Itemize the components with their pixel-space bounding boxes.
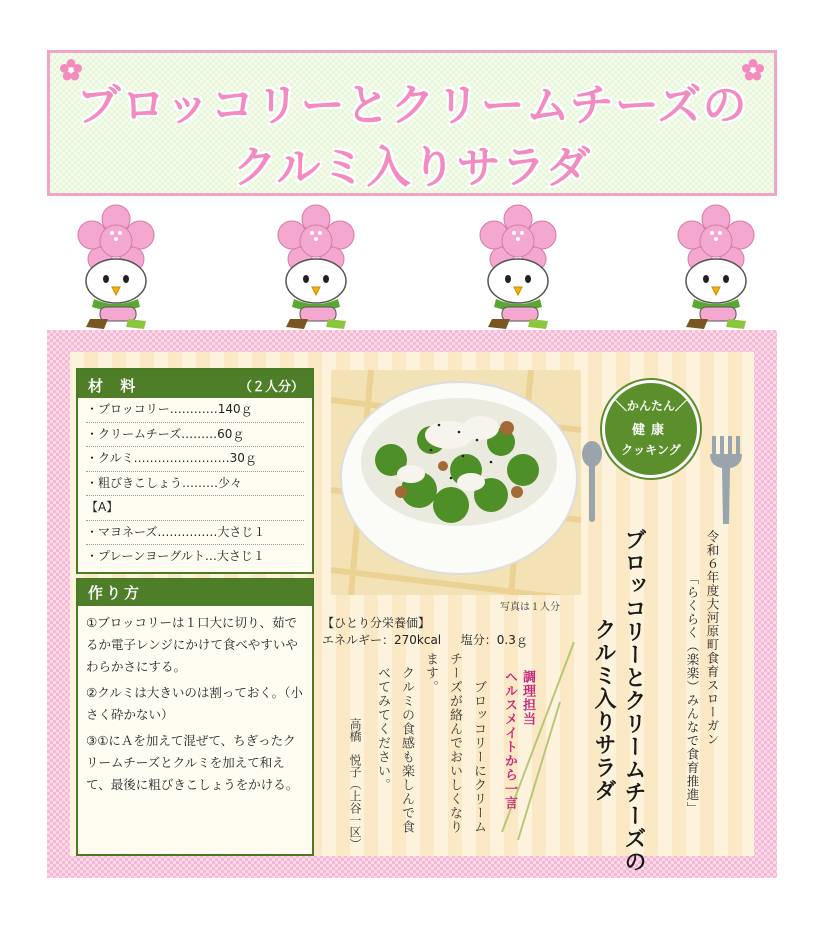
badge-line3: クッキング [621, 443, 681, 457]
ingredient-item: ・粗びきこしょう………少々 [86, 472, 304, 497]
slogan-line2: 「らくらく（楽楽）みんなで食育推進」 [685, 572, 700, 815]
ingredients-title: 材 料 [88, 377, 142, 395]
slogan-line1: 令和６年度大河原町食育スローガン [705, 530, 720, 746]
ingredients-box [76, 368, 314, 574]
badge-line2: 健康 [631, 423, 670, 438]
ingredient-item: ・クリームチーズ………60ｇ [86, 423, 304, 448]
comment-body-line: チーズが絡んでおいしくなり [447, 652, 462, 834]
method-box [76, 578, 314, 856]
comment-body-line: クルミの食感も楽しんで食 [399, 666, 414, 834]
nutrition-energy: エネルギー：270kcal [322, 633, 442, 647]
badge-line1: ＼かんたん／ [614, 399, 687, 413]
recipe-card [47, 330, 777, 878]
photo-caption: 写真は１人分 [500, 602, 560, 613]
sakura-mascot-icon [68, 203, 164, 331]
ingredients-header [78, 370, 312, 398]
method-step: ③①にＡを加えて混ぜて、ちぎったクリームチーズとクルミを加えて和えて、最後に粗びきこしょうをかける。 [86, 733, 299, 792]
comment-author: 高橋 悦子（上谷一区） [348, 718, 362, 850]
method-steps [78, 612, 312, 796]
comment-body-line: ます。 [423, 652, 438, 694]
comment-heading-line2: ヘルスメイトから一言 [502, 670, 517, 810]
easy-healthy-cooking-badge [602, 380, 700, 478]
comment-heading-line1: 調理担当 [520, 670, 535, 726]
page-title-line2: クルミ入りサラダ [232, 142, 592, 193]
sakura-mascot-icon [268, 203, 364, 331]
nutrition-salt: 塩分：0.3ｇ [460, 633, 528, 647]
recipe-title-line2: クルミ入りサラダ [591, 618, 616, 802]
ingredient-item: ・マヨネーズ……………大さじ１ [86, 521, 304, 546]
ingredient-item: ・プレーンヨーグルト…大さじ１ [86, 549, 265, 563]
ingredients-list [78, 398, 312, 569]
method-step: ①ブロッコリーは１口大に切り、茹でるか電子レンジにかけて食べやすいやわらかさにする。 [86, 615, 298, 674]
nutrition-heading: 【ひとり分栄養価】 [322, 616, 431, 630]
recipe-title-line1: ブロッコリーとクリームチーズの [621, 528, 646, 873]
fork-icon [706, 436, 746, 528]
method-header: 作り方 [78, 580, 312, 606]
ingredient-item: ・クルミ……………………30ｇ [86, 447, 304, 472]
comment-body-line: ブロッコリーにクリーム [471, 680, 486, 834]
title-banner [47, 50, 777, 196]
recipe-card-body [70, 352, 754, 873]
salad-photo [331, 370, 581, 595]
sakura-mascot-icon [668, 203, 764, 331]
method-step: ②クルミは大きいのは割っておく。（小さく砕かない） [86, 685, 303, 722]
comment-body-line: べてみてください。 [375, 666, 390, 792]
servings-label: （２人分） [238, 380, 304, 395]
ingredient-group-label: 【A】 [86, 496, 304, 521]
nutrition-info [322, 615, 528, 649]
ingredient-item: ・ブロッコリー…………140ｇ [86, 398, 304, 423]
page-title-line1: ブロッコリーとクリームチーズの [76, 80, 748, 131]
spoon-icon [578, 440, 606, 528]
sakura-mascot-icon [470, 203, 566, 331]
